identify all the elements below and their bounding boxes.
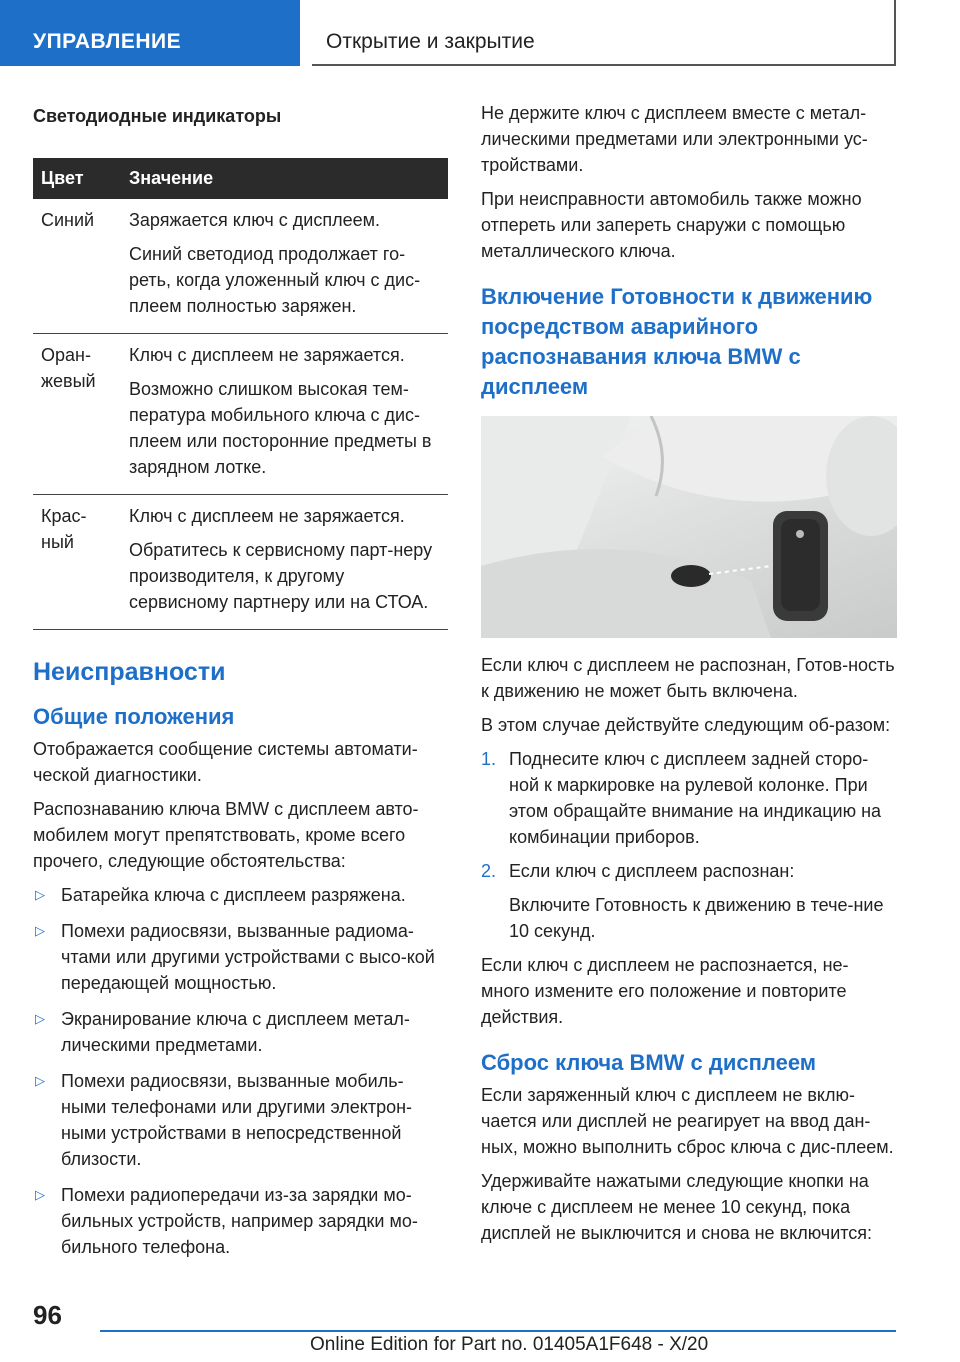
key-at-steering-column-illustration bbox=[481, 416, 897, 638]
general-subheading: Общие положения bbox=[33, 704, 235, 729]
emergency-detection-heading: Включение Готовности к движению посредством аварийного распознавания ключа BMW с дисплеем bbox=[481, 284, 873, 399]
page-number: 96 bbox=[33, 1300, 62, 1330]
list-item bbox=[33, 1068, 448, 1172]
led-color-cell: Крас-ный bbox=[33, 495, 121, 630]
paragraph: Не держите ключ с дисплеем вместе с метал-лическими предметами или электронными ус-тройствами. bbox=[481, 103, 868, 175]
meaning-line: Ключ с дисплеем не заряжается. bbox=[129, 345, 405, 365]
footer-divider bbox=[100, 1330, 896, 1332]
malfunctions-heading: Неисправности bbox=[33, 658, 226, 686]
triangle-bullet-icon: ▷ bbox=[35, 1011, 45, 1026]
led-color-cell: Синий bbox=[33, 199, 121, 334]
table-title: Светодиодные индикаторы bbox=[33, 106, 282, 126]
table-header-row bbox=[33, 158, 448, 199]
reset-key-heading: Сброс ключа BMW с дисплеем bbox=[481, 1050, 817, 1075]
paragraph: Если заряженный ключ с дисплеем не вклю-чается или дисплей не реагирует на ввод дан-ных, можно выполнить сброс ключа с дис-плеем. bbox=[481, 1085, 894, 1157]
triangle-bullet-icon: ▷ bbox=[35, 923, 45, 938]
list-item bbox=[33, 918, 448, 996]
triangle-bullet-icon: ▷ bbox=[35, 887, 45, 902]
left-column bbox=[33, 100, 448, 1270]
paragraph: Отображается сообщение системы автомати-ческой диагностики. bbox=[33, 739, 418, 785]
led-table bbox=[33, 158, 448, 630]
led-meaning-cell bbox=[121, 199, 448, 334]
edition-text: Online Edition for Part no. 01405A1F648 - X/20 bbox=[310, 1334, 709, 1355]
list-item bbox=[33, 1182, 448, 1260]
paragraph: При неисправности автомобиль также можно отпереть или запереть снаружи с помощью металлического ключа. bbox=[481, 189, 862, 261]
triangle-bullet-icon: ▷ bbox=[35, 1187, 45, 1202]
led-meaning-cell bbox=[121, 334, 448, 495]
list-item-text: Батарейка ключа с дисплеем разряжена. bbox=[61, 885, 406, 905]
step-text: Если ключ с дисплеем распознан: bbox=[509, 861, 795, 881]
meaning-line: Ключ с дисплеем не заряжается. bbox=[129, 506, 405, 526]
step-number: 2. bbox=[481, 861, 497, 881]
paragraph: Распознаванию ключа BMW с дисплеем авто-мобилем могут препятствовать, кроме всего прочего, следующие обстоятельства: bbox=[33, 799, 419, 871]
triangle-bullet-icon: ▷ bbox=[35, 1073, 45, 1088]
step-text: Поднесите ключ с дисплеем задней сторо-ной к маркировке на рулевой колонке. При этом обращайте внимание на индикацию на комбинации приборов. bbox=[509, 749, 882, 847]
column-header-meaning: Значение bbox=[121, 158, 448, 199]
step-item bbox=[481, 746, 897, 850]
list-item-text: Помехи радиосвязи, вызванные мобиль-ными телефонами или другими электрон-ными устройствами в непосредственной близости. bbox=[61, 1071, 413, 1169]
page-header bbox=[0, 0, 960, 66]
steps-list bbox=[481, 746, 897, 944]
led-color-cell: Оран-жевый bbox=[33, 334, 121, 495]
table-row bbox=[33, 334, 448, 495]
meaning-line: Возможно слишком высокая тем-пература мобильного ключа с дис-плеем или посторонние предметы в зарядном лотке. bbox=[129, 379, 432, 477]
list-item-text: Помехи радиопередачи из-за зарядки мо-бильных устройств, например зарядки мо-бильного телефона. bbox=[61, 1185, 418, 1257]
table-row bbox=[33, 199, 448, 334]
obstacle-list bbox=[33, 882, 448, 1260]
paragraph: Если ключ с дисплеем не распознан, Готов-ность к движению не может быть включена. bbox=[481, 655, 895, 701]
section-tab[interactable]: УПРАВЛЕНИЕ bbox=[0, 0, 300, 66]
column-header-color: Цвет bbox=[33, 158, 121, 199]
list-item-text: Помехи радиосвязи, вызванные радиома-чтами или другими устройствами с высо-кой передающей мощностью. bbox=[61, 921, 435, 993]
list-item-text: Экранирование ключа с дисплеем метал-лическими предметами. bbox=[61, 1009, 410, 1055]
paragraph: Если ключ с дисплеем не распознается, не-много измените его положение и повторите действия. bbox=[481, 955, 849, 1027]
list-item bbox=[33, 882, 448, 908]
steering-column-photo bbox=[481, 416, 897, 638]
chapter-title: Открытие и закрытие bbox=[312, 0, 896, 66]
step-number: 1. bbox=[481, 749, 497, 769]
meaning-line: Синий светодиод продолжает го-реть, когда уложенный ключ с дис-плеем полностью заряжен. bbox=[129, 244, 421, 316]
meaning-line: Заряжается ключ с дисплеем. bbox=[129, 210, 380, 230]
led-meaning-cell bbox=[121, 495, 448, 630]
step-item bbox=[481, 858, 897, 944]
meaning-line: Обратитесь к сервисному парт-неру производителя, к другому сервисному партнеру или на СТОА. bbox=[129, 540, 433, 612]
paragraph: Удерживайте нажатыми следующие кнопки на ключе с дисплеем не менее 10 секунд, пока дисплей не выключится и снова не включится: bbox=[481, 1171, 873, 1243]
paragraph: В этом случае действуйте следующим об-разом: bbox=[481, 715, 891, 735]
table-row bbox=[33, 495, 448, 630]
list-item bbox=[33, 1006, 448, 1058]
right-column bbox=[481, 100, 897, 1254]
step-subtext: Включите Готовность к движению в тече-ние 10 секунд. bbox=[509, 895, 884, 941]
